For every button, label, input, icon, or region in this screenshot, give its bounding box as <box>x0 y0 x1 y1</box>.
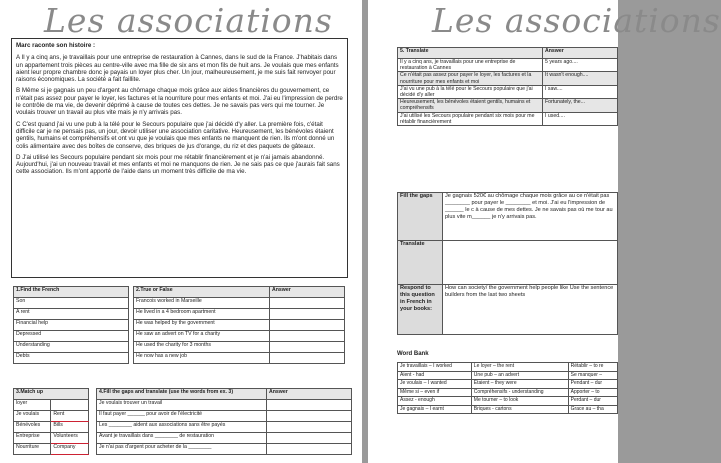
table-cell: Apporter – to <box>568 388 617 397</box>
answer-cell[interactable] <box>443 241 618 285</box>
table-cell: He saw an advert on TV for a charity <box>134 331 270 342</box>
true-false-header: 2.True or False <box>134 287 270 298</box>
table-cell: Je n'ai pas d'argent pour acheter de la ________ <box>97 444 267 455</box>
table-cell: Son <box>14 298 129 309</box>
table-cell: He lived in a 4 bedroom apartment <box>134 309 270 320</box>
story-paragraph-d: D J'ai utilisé les Secours populaire pendant six mois pour me rétablir financièrement et je n'ai jamais abandonné. Aujourd'hui, j'ai un nouveau travail et mes enfants et moi ne manquons de rien. Je ne sais pas ce que j'aurais fait sans cette association. Ils m'ont apporté de l'aide dans un moment très difficile de ma vie. <box>16 153 340 176</box>
find-french-table <box>13 286 129 364</box>
table-cell: Je voulais – I wanted <box>398 380 472 389</box>
table-cell: Même si – even if <box>398 388 472 397</box>
word-bank-table <box>397 362 618 414</box>
page-title: Les associations <box>44 1 333 40</box>
match-up-table <box>13 388 89 455</box>
table-cell <box>51 400 89 411</box>
table-cell: Bills <box>51 422 89 433</box>
table-cell: Pendant – dur <box>568 380 617 389</box>
table-cell: Grace au – tha <box>568 405 617 414</box>
table-cell: He was helped by the government <box>134 320 270 331</box>
true-false-table <box>133 286 345 364</box>
table-cell: Il y a cinq ans, je travaillais pour une entreprise de restauration à Cannes <box>398 59 543 72</box>
answer-cell[interactable] <box>267 422 352 433</box>
table-cell: Je gagnais 520€ au chômage chaque mois grâce au ce n'était pas ________ pour payer le ________ et moi. J'ai eu l'impression de ______ le c à cause de mes dettes. Je ne savais pas où me tour au plus vite m______ je n'y arrivais pas. <box>443 193 618 241</box>
translate-header: 5. Translate <box>398 48 543 59</box>
table-cell: Nourriture <box>14 444 51 455</box>
table-cell: Understanding <box>14 342 129 353</box>
find-french-header: 1.Find the French <box>14 287 129 298</box>
table-cell: Il faut payer ______ pour avoir de l'électricité <box>97 411 267 422</box>
table-cell: Le loyer – the rent <box>471 363 568 372</box>
fill-gaps-label: Fill the gaps <box>398 193 443 241</box>
respond-label: Respond to this question in French in your books: <box>398 285 443 335</box>
story-paragraph-a: A Il y a cinq ans, je travaillais pour une entreprise de restauration à Cannes, dans le sud de la France. J'habitais dans un appartement trois pièces au centre-ville avec ma fille de six ans et mon fils de huit ans. Je voulais que mes enfants aient leur propre chambre donc je payais un loyer plus cher. Un jour, malheureusement, je me suis fait renvoyer pour raisons économiques. La société a fait faillite. <box>16 54 339 84</box>
answer-cell[interactable] <box>270 331 345 342</box>
table-cell: Me tourner – to look <box>471 397 568 406</box>
table-cell: Ce n'était pas assez pour payer le loyer, les factures et la nourriture pour mes enfants et moi <box>398 72 543 85</box>
word-bank-title: Word Bank <box>397 351 429 357</box>
table-cell: A rent <box>14 309 129 320</box>
table-cell: Étaient – they were <box>471 380 568 389</box>
answer-cell[interactable]: I saw.... <box>543 85 618 98</box>
table-cell: Francois worked in Marseille <box>134 298 270 309</box>
story-box <box>11 38 348 278</box>
table-cell: Je gagnais – I earnt <box>398 405 472 414</box>
story-heading: Marc raconte son histoire : <box>16 42 96 49</box>
table-cell: He now has a new job <box>134 353 270 364</box>
answer-header: Answer <box>270 287 345 298</box>
translate-label: Translate <box>398 241 443 285</box>
table-cell: Company <box>51 444 89 455</box>
answer-cell[interactable] <box>270 353 345 364</box>
table-cell: How can society/ the government help people like Use the sentence builders from the last two sheets <box>443 285 618 335</box>
answer-cell[interactable]: 5 years ago.... <box>543 59 618 72</box>
table-cell: Assez - enough <box>398 397 472 406</box>
answer-cell[interactable]: Fortunately, the... <box>543 99 618 112</box>
table-cell: Aient - had <box>398 371 472 380</box>
table-cell: He used the charity for 3 months <box>134 342 270 353</box>
answer-header: Answer <box>543 48 618 59</box>
answer-cell[interactable]: It wasn't enough.... <box>543 72 618 85</box>
table-cell: Perdant – dur <box>568 397 617 406</box>
answer-cell[interactable] <box>267 411 352 422</box>
table-cell: Briques - cartons <box>471 405 568 414</box>
answer-cell[interactable] <box>270 298 345 309</box>
activities-table <box>397 192 618 335</box>
table-cell: Je voulais <box>14 411 51 422</box>
page-title: Les associations <box>432 1 721 40</box>
fill-gaps-header: 4.Fill the gaps and translate (use the words from ex. 3) <box>97 389 267 400</box>
table-cell: Rétablir – to re <box>568 363 617 372</box>
answer-cell[interactable] <box>270 309 345 320</box>
table-cell: Depressed <box>14 331 129 342</box>
table-cell: Compréhensifs - understanding <box>471 388 568 397</box>
story-paragraph-b: B Même si je gagnais un peu d'argent au chômage chaque mois grâce aux aides financières du gouvernement, ce n'était pas assez pour payer le loyer, les factures et la nourriture pour mes enfants et moi. J'ai eu l'impression de perdre le contrôle de ma vie, de devenir déprimé à cause de toutes ces dettes. Je ne savais pas vers qui me tourner. Je voulais trouver un travail au plus vite mais je n'y arrivais pas. <box>16 87 343 117</box>
table-cell: Je voulais trouver un travail <box>97 400 267 411</box>
story-paragraph-c: C C'est quand j'ai vu une pub à la télé pour le Secours populaire que j'ai décidé d'y aller. La première fois, c'était difficile car je ne pensais pas, un jour, devoir utiliser une association caritative. Heureusement, les bénévoles étaient gentils, humains et compréhensifs et ont vu que je voulais que mes enfants ne manquent de rien. Ils m'ont donné un colis alimentaire avec des boîtes de conserve, des briques de jus d'orange, du riz et des paquets de gâteaux. <box>16 120 335 150</box>
table-cell: Se manquer – <box>568 371 617 380</box>
table-cell: J'ai vu une pub à la télé pour le Secours populaire que j'ai décidé d'y aller <box>398 85 543 98</box>
answer-cell[interactable] <box>267 400 352 411</box>
table-cell: Volunteers <box>51 433 89 444</box>
answer-cell[interactable]: I used.... <box>543 112 618 125</box>
table-cell: Avant je travaillais dans ________ de restauration <box>97 433 267 444</box>
table-cell: Bénévoles <box>14 422 51 433</box>
answer-header: Answer <box>267 389 352 400</box>
match-up-header: 3.Match up <box>14 389 89 400</box>
table-cell: Rent <box>51 411 89 422</box>
fill-gaps-table <box>96 388 352 455</box>
table-cell: Financial help <box>14 320 129 331</box>
table-cell: Je travaillais – I worked <box>398 363 472 372</box>
table-cell: loyer <box>14 400 51 411</box>
table-cell: J'ai utilisé les Secours populaire pendant six mois pour me rétablir financièrement <box>398 112 543 125</box>
translate-table <box>397 47 618 126</box>
answer-cell[interactable] <box>270 342 345 353</box>
answer-cell[interactable] <box>267 444 352 455</box>
table-cell: Heureusement, les bénévoles étaient gentils, humains et compréhensifs <box>398 99 543 112</box>
table-cell: Une pub – an advert <box>471 371 568 380</box>
table-cell: Debts <box>14 353 129 364</box>
right-page <box>368 0 721 463</box>
table-cell: Les ________ aident aux associations sans être payés <box>97 422 267 433</box>
table-cell: Entreprise <box>14 433 51 444</box>
answer-cell[interactable] <box>267 433 352 444</box>
answer-cell[interactable] <box>270 320 345 331</box>
